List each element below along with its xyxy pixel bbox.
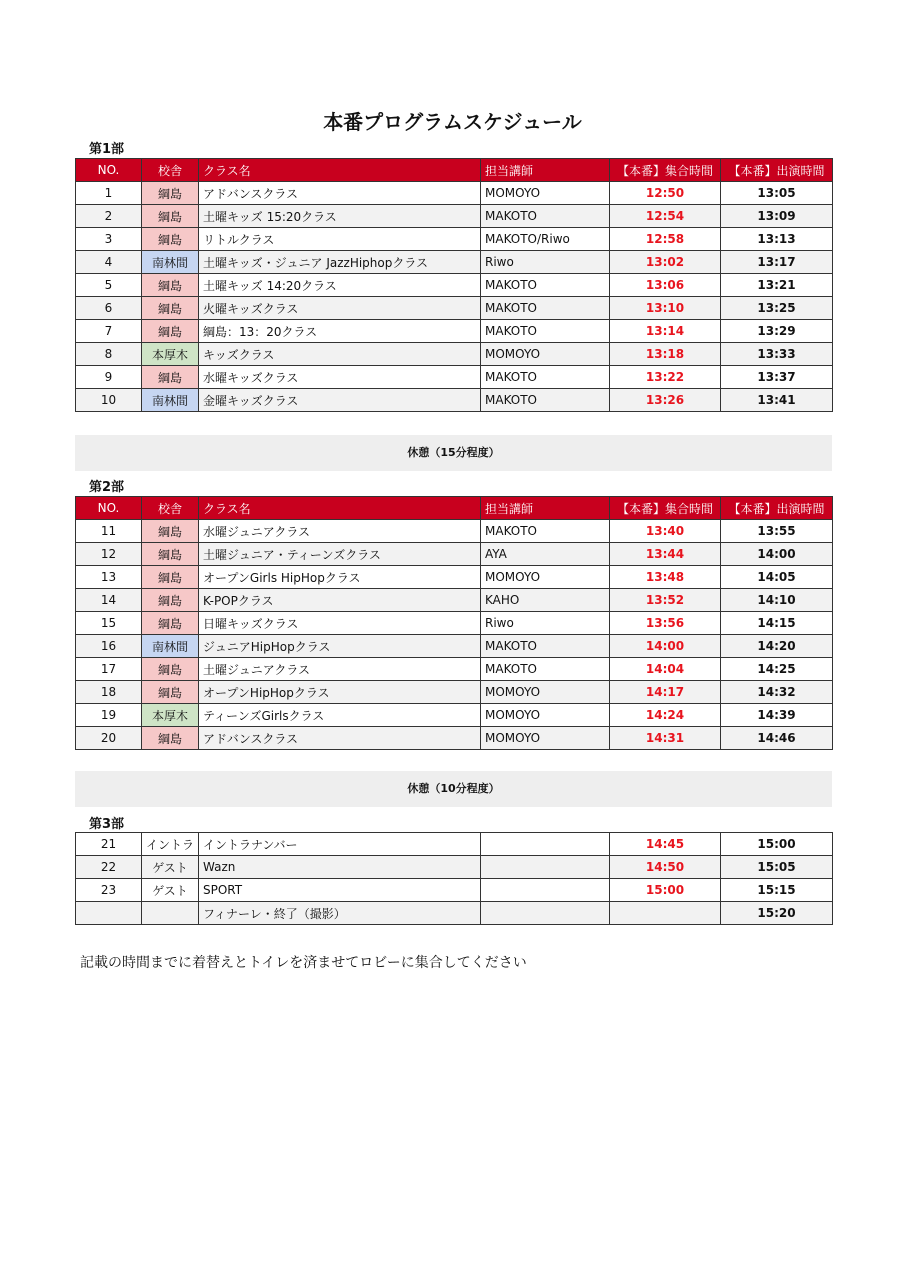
table-row xyxy=(76,320,833,343)
cell-school: 綱島 xyxy=(142,320,199,343)
cell-no: 6 xyxy=(76,297,142,320)
cell-instructor: Riwo xyxy=(481,612,610,635)
cell-perform-time: 14:46 xyxy=(721,727,833,750)
cell-no: 16 xyxy=(76,635,142,658)
cell-class: 水曜キッズクラス xyxy=(199,366,481,389)
table-row xyxy=(76,612,833,635)
cell-class: 金曜キッズクラス xyxy=(199,389,481,412)
cell-school: 綱島 xyxy=(142,274,199,297)
cell-instructor: MAKOTO xyxy=(481,520,610,543)
cell-no: 15 xyxy=(76,612,142,635)
header-gather: 【本番】集合時間 xyxy=(610,497,721,520)
cell-gather-time: 13:22 xyxy=(610,366,721,389)
cell-class: 土曜キッズ・ジュニア JazzHiphopクラス xyxy=(199,251,481,274)
table-row xyxy=(76,343,833,366)
part2-label: 第2部 xyxy=(89,480,125,495)
cell-class: リトルクラス xyxy=(199,228,481,251)
cell-no: 21 xyxy=(76,833,142,856)
cell-gather-time: 14:24 xyxy=(610,704,721,727)
cell-perform-time: 13:37 xyxy=(721,366,833,389)
table-row xyxy=(76,274,833,297)
table-header-row xyxy=(76,497,833,520)
part3-label: 第3部 xyxy=(89,817,125,832)
table-row xyxy=(76,658,833,681)
table-row xyxy=(76,389,833,412)
cell-instructor: MOMOYO xyxy=(481,727,610,750)
cell-no: 2 xyxy=(76,205,142,228)
cell-gather-time: 14:17 xyxy=(610,681,721,704)
table-row xyxy=(76,879,833,902)
break-band-1: 休憩（15分程度） xyxy=(75,435,832,471)
cell-instructor: MAKOTO xyxy=(481,658,610,681)
cell-class: 水曜ジュニアクラス xyxy=(199,520,481,543)
cell-class: 土曜キッズ 14:20クラス xyxy=(199,274,481,297)
cell-gather-time: 14:31 xyxy=(610,727,721,750)
table-row xyxy=(76,833,833,856)
table-row xyxy=(76,366,833,389)
cell-gather-time: 12:58 xyxy=(610,228,721,251)
cell-school: 本厚木 xyxy=(142,343,199,366)
cell-perform-time: 13:05 xyxy=(721,182,833,205)
cell-gather-time: 14:45 xyxy=(610,833,721,856)
part1-label: 第1部 xyxy=(89,142,125,157)
cell-school: 綱島 xyxy=(142,366,199,389)
cell-instructor: AYA xyxy=(481,543,610,566)
cell-no: 1 xyxy=(76,182,142,205)
cell-no: 10 xyxy=(76,389,142,412)
cell-gather-time: 13:10 xyxy=(610,297,721,320)
cell-gather-time: 12:50 xyxy=(610,182,721,205)
cell-no: 22 xyxy=(76,856,142,879)
cell-perform-time: 14:32 xyxy=(721,681,833,704)
header-instructor: 担当講師 xyxy=(481,497,610,520)
cell-no: 11 xyxy=(76,520,142,543)
schedule-table-part1 xyxy=(75,158,833,412)
cell-gather-time: 14:04 xyxy=(610,658,721,681)
page-title: 本番プログラムスケジュール xyxy=(323,110,582,134)
cell-gather-time: 12:54 xyxy=(610,205,721,228)
cell-instructor xyxy=(481,833,610,856)
table-row xyxy=(76,902,833,925)
cell-no: 4 xyxy=(76,251,142,274)
table-row xyxy=(76,182,833,205)
cell-perform-time: 15:20 xyxy=(721,902,833,925)
header-no: NO. xyxy=(76,159,142,182)
cell-instructor: MAKOTO xyxy=(481,635,610,658)
cell-instructor: MAKOTO xyxy=(481,297,610,320)
cell-instructor: MOMOYO xyxy=(481,182,610,205)
cell-no: 14 xyxy=(76,589,142,612)
cell-school: 綱島 xyxy=(142,589,199,612)
cell-gather-time: 14:00 xyxy=(610,635,721,658)
cell-school: 南林間 xyxy=(142,635,199,658)
header-class: クラス名 xyxy=(199,159,481,182)
header-perform: 【本番】出演時間 xyxy=(721,497,833,520)
cell-class: 土曜ジュニア・ティーンズクラス xyxy=(199,543,481,566)
cell-class: 火曜キッズクラス xyxy=(199,297,481,320)
cell-instructor: KAHO xyxy=(481,589,610,612)
cell-instructor xyxy=(481,902,610,925)
table-row xyxy=(76,543,833,566)
cell-class: Wazn xyxy=(199,856,481,879)
cell-class: キッズクラス xyxy=(199,343,481,366)
cell-class: ティーンズGirlsクラス xyxy=(199,704,481,727)
cell-perform-time: 13:09 xyxy=(721,205,833,228)
cell-school: 南林間 xyxy=(142,251,199,274)
cell-school: 綱島 xyxy=(142,658,199,681)
cell-perform-time: 14:15 xyxy=(721,612,833,635)
cell-instructor: MOMOYO xyxy=(481,681,610,704)
table-row xyxy=(76,251,833,274)
cell-no xyxy=(76,902,142,925)
table-row xyxy=(76,566,833,589)
table-header-row xyxy=(76,159,833,182)
cell-instructor: MAKOTO xyxy=(481,205,610,228)
cell-instructor xyxy=(481,879,610,902)
cell-gather-time: 14:50 xyxy=(610,856,721,879)
cell-school: 本厚木 xyxy=(142,704,199,727)
cell-perform-time: 13:41 xyxy=(721,389,833,412)
cell-school: ゲスト xyxy=(142,879,199,902)
cell-instructor: MAKOTO xyxy=(481,320,610,343)
cell-gather-time: 13:48 xyxy=(610,566,721,589)
cell-class: アドバンスクラス xyxy=(199,182,481,205)
header-no: NO. xyxy=(76,497,142,520)
cell-gather-time: 13:52 xyxy=(610,589,721,612)
cell-class: K-POPクラス xyxy=(199,589,481,612)
cell-gather-time: 13:14 xyxy=(610,320,721,343)
cell-gather-time: 13:18 xyxy=(610,343,721,366)
cell-perform-time: 13:21 xyxy=(721,274,833,297)
cell-instructor: MAKOTO xyxy=(481,366,610,389)
header-school: 校舎 xyxy=(142,497,199,520)
cell-no: 18 xyxy=(76,681,142,704)
cell-gather-time: 13:56 xyxy=(610,612,721,635)
cell-perform-time: 13:13 xyxy=(721,228,833,251)
cell-no: 7 xyxy=(76,320,142,343)
cell-gather-time: 15:00 xyxy=(610,879,721,902)
cell-class: 土曜キッズ 15:20クラス xyxy=(199,205,481,228)
header-perform: 【本番】出演時間 xyxy=(721,159,833,182)
cell-perform-time: 15:15 xyxy=(721,879,833,902)
cell-gather-time xyxy=(610,902,721,925)
cell-school xyxy=(142,902,199,925)
cell-instructor: MOMOYO xyxy=(481,343,610,366)
header-class: クラス名 xyxy=(199,497,481,520)
header-instructor: 担当講師 xyxy=(481,159,610,182)
table-row xyxy=(76,704,833,727)
cell-perform-time: 13:55 xyxy=(721,520,833,543)
cell-school: 綱島 xyxy=(142,297,199,320)
cell-school: 綱島 xyxy=(142,543,199,566)
cell-class: 土曜ジュニアクラス xyxy=(199,658,481,681)
cell-class: ジュニアHipHopクラス xyxy=(199,635,481,658)
cell-class: 日曜キッズクラス xyxy=(199,612,481,635)
break-band-2: 休憩（10分程度） xyxy=(75,771,832,807)
cell-instructor: MOMOYO xyxy=(481,566,610,589)
cell-gather-time: 13:44 xyxy=(610,543,721,566)
cell-instructor xyxy=(481,856,610,879)
cell-perform-time: 13:25 xyxy=(721,297,833,320)
cell-no: 9 xyxy=(76,366,142,389)
cell-perform-time: 14:10 xyxy=(721,589,833,612)
cell-perform-time: 13:33 xyxy=(721,343,833,366)
cell-no: 23 xyxy=(76,879,142,902)
header-gather: 【本番】集合時間 xyxy=(610,159,721,182)
cell-class: 綱島：13：20クラス xyxy=(199,320,481,343)
cell-class: フィナーレ・終了（撮影） xyxy=(199,902,481,925)
table-row xyxy=(76,228,833,251)
cell-school: 綱島 xyxy=(142,612,199,635)
cell-perform-time: 14:05 xyxy=(721,566,833,589)
cell-perform-time: 15:00 xyxy=(721,833,833,856)
table-row xyxy=(76,727,833,750)
cell-class: イントラナンバー xyxy=(199,833,481,856)
table-row xyxy=(76,856,833,879)
table-row xyxy=(76,297,833,320)
cell-class: アドバンスクラス xyxy=(199,727,481,750)
table-row xyxy=(76,635,833,658)
cell-perform-time: 14:20 xyxy=(721,635,833,658)
cell-no: 8 xyxy=(76,343,142,366)
cell-no: 19 xyxy=(76,704,142,727)
table-row xyxy=(76,589,833,612)
cell-class: SPORT xyxy=(199,879,481,902)
cell-school: イントラ xyxy=(142,833,199,856)
cell-school: 綱島 xyxy=(142,681,199,704)
cell-class: オープンGirls HipHopクラス xyxy=(199,566,481,589)
cell-no: 5 xyxy=(76,274,142,297)
cell-perform-time: 14:39 xyxy=(721,704,833,727)
cell-perform-time: 14:25 xyxy=(721,658,833,681)
cell-school: 綱島 xyxy=(142,727,199,750)
cell-perform-time: 13:17 xyxy=(721,251,833,274)
cell-instructor: MAKOTO xyxy=(481,389,610,412)
cell-school: 綱島 xyxy=(142,182,199,205)
cell-no: 13 xyxy=(76,566,142,589)
cell-gather-time: 13:26 xyxy=(610,389,721,412)
cell-no: 17 xyxy=(76,658,142,681)
cell-no: 12 xyxy=(76,543,142,566)
cell-instructor: MAKOTO/Riwo xyxy=(481,228,610,251)
header-school: 校舎 xyxy=(142,159,199,182)
cell-school: 綱島 xyxy=(142,228,199,251)
cell-perform-time: 15:05 xyxy=(721,856,833,879)
cell-school: ゲスト xyxy=(142,856,199,879)
cell-perform-time: 13:29 xyxy=(721,320,833,343)
cell-gather-time: 13:06 xyxy=(610,274,721,297)
cell-perform-time: 14:00 xyxy=(721,543,833,566)
cell-class: オープンHipHopクラス xyxy=(199,681,481,704)
cell-instructor: Riwo xyxy=(481,251,610,274)
cell-instructor: MOMOYO xyxy=(481,704,610,727)
cell-no: 3 xyxy=(76,228,142,251)
cell-school: 南林間 xyxy=(142,389,199,412)
cell-school: 綱島 xyxy=(142,566,199,589)
cell-instructor: MAKOTO xyxy=(481,274,610,297)
table-row xyxy=(76,205,833,228)
schedule-table-part3 xyxy=(75,832,833,925)
cell-gather-time: 13:02 xyxy=(610,251,721,274)
schedule-table-part2 xyxy=(75,496,833,750)
cell-gather-time: 13:40 xyxy=(610,520,721,543)
cell-school: 綱島 xyxy=(142,520,199,543)
footer-note: 記載の時間までに着替えとトイレを済ませてロビーに集合してください xyxy=(80,955,527,971)
table-row xyxy=(76,681,833,704)
table-row xyxy=(76,520,833,543)
cell-school: 綱島 xyxy=(142,205,199,228)
cell-no: 20 xyxy=(76,727,142,750)
